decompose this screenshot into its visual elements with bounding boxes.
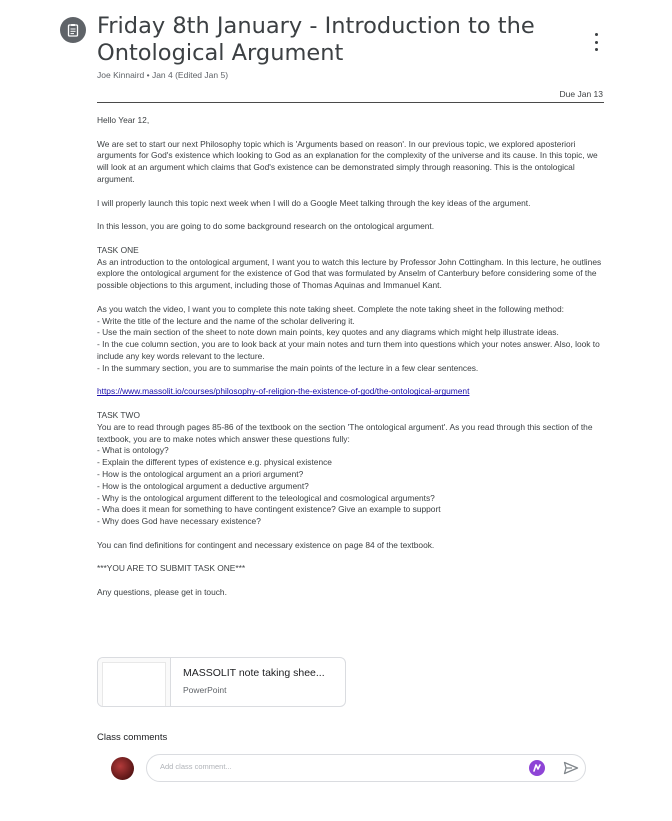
assignment-instructions <box>97 115 607 610</box>
due-date: Due Jan 13 <box>559 89 603 99</box>
instruction-paragraph: We are set to start our next Philosophy topic which is 'Arguments based on reason'. In our previous topic, we explored aposteriori arguments for God's existence which looking to God as an explanation for the complexity of the universe and its cause. In this topic, we will look at an argument which claims that God's existence can be demonstrated simply through reasoning. This is the ontological argument. <box>97 138 598 184</box>
send-icon[interactable] <box>563 761 579 775</box>
extension-icon[interactable] <box>529 760 545 776</box>
lecture-link[interactable]: https://www.massolit.io/courses/philosophy-of-religion-the-existence-of-god/the-ontological-argument <box>97 386 470 397</box>
assignment-meta: Joe Kinnaird • Jan 4 (Edited Jan 5) <box>97 70 229 80</box>
assignment-icon <box>60 17 86 43</box>
task-one: TASK ONE As an introduction to the ontological argument, I want you to watch this lecture by Professor John Cottingham. In this lecture, he outlines explore the ontological argument for the existence of God that was formulated by Anselm of Canterbury before considering some of the possible objections to this argument, including those of Thomas Aquinas and Immanuel Kant. <box>97 244 602 291</box>
task-two: TASK TWO You are to read through pages 85-86 of the textbook on the section 'The ontological argument'. As you read through this section of the textbook, you are to make notes which answer these questions fully: - What is ontology? - Explain the different types of existence e.g. physical existence - How is the ontological argument an a priori argument? - How is the ontological argument a deductive argument? - Why is the ontological argument different to the teleological and cosmological arguments? - Wha does it mean for something to have contingent existence? Give an example to support - Why does God have necessary existence? <box>97 409 593 527</box>
instruction-paragraph: You can find definitions for contingent and necessary existence on page 84 of the textbook. <box>97 539 435 550</box>
closing-note: Any questions, please get in touch. <box>97 586 227 597</box>
comment-input[interactable] <box>158 761 502 772</box>
task-one-method: As you watch the video, I want you to complete this note taking sheet. Complete the note taking sheet in the following method: - Write the title of the lecture and the name of the scholar delivering it. - Use the main section of the sheet to note down main points, key quotes and any diagrams which might help illustrate ideas. - In the cue column section, you are to look back at your main notes and turn them into questions which your notes answer. Also, look to include any key words relevant to the lecture. - In the summary section, you are to summarise the main points of the lecture in a few clear sentences. <box>97 303 600 373</box>
instruction-paragraph: I will properly launch this topic next week when I will do a Google Meet talking through the key ideas of the argument. <box>97 197 531 208</box>
attachment-card[interactable] <box>97 657 346 707</box>
attachment-title: MASSOLIT note taking shee... <box>183 667 325 679</box>
attachment-thumbnail <box>98 658 171 706</box>
assignment-title: Friday 8th January - Introduction to the Ontological Argument <box>97 13 535 66</box>
header-divider <box>97 102 604 103</box>
instruction-paragraph: In this lesson, you are going to do some background research on the ontological argument. <box>97 221 435 232</box>
submit-note: ***YOU ARE TO SUBMIT TASK ONE*** <box>97 563 246 574</box>
comment-box[interactable] <box>146 754 586 782</box>
attachment-type: PowerPoint <box>183 685 227 695</box>
greeting: Hello Year 12, <box>97 115 150 125</box>
avatar <box>111 757 134 780</box>
class-comments-heading: Class comments <box>97 732 168 743</box>
more-options-icon[interactable] <box>588 33 604 51</box>
